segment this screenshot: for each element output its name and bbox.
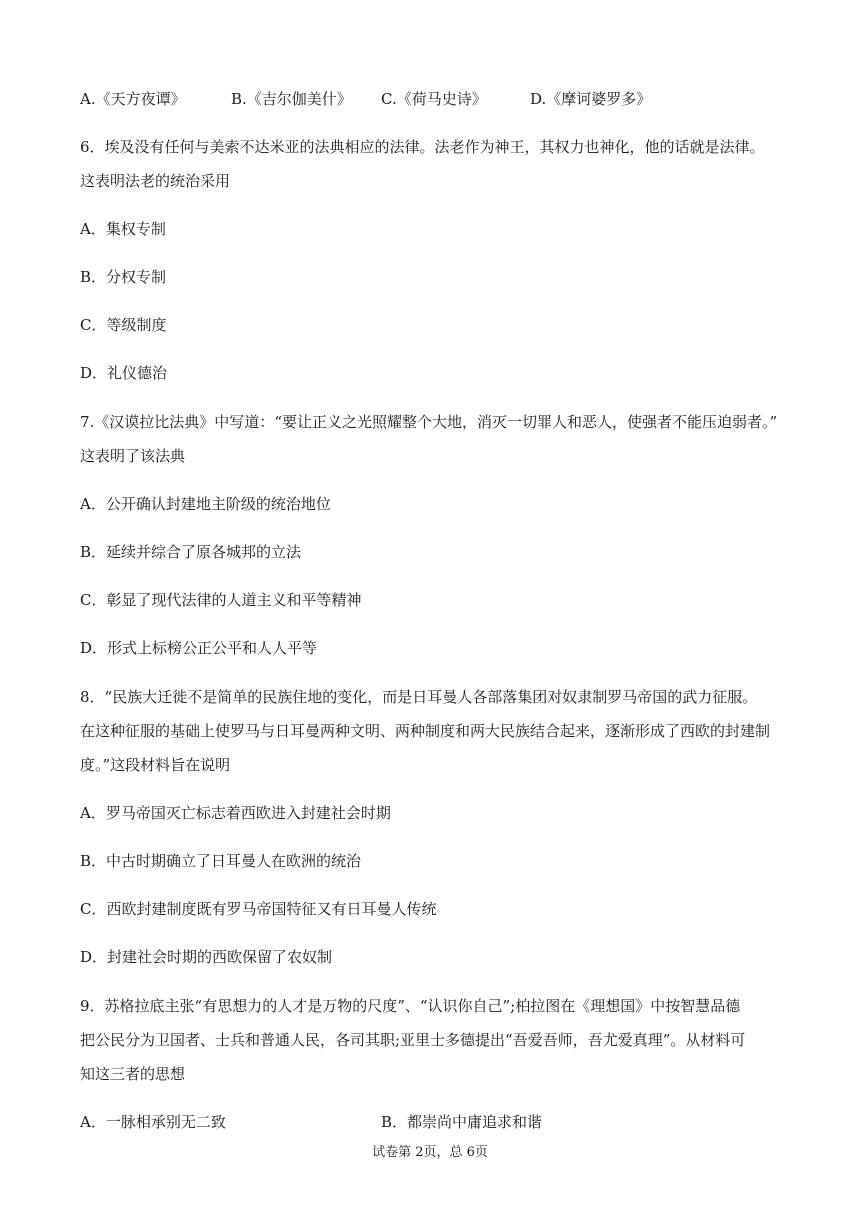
q5-option-a: A.《天方夜谭》	[80, 90, 186, 108]
q7-option-a: A．公开确认封建地主阶级的统治地位	[80, 495, 331, 513]
q5-option-b: B.《吉尔伽美什》	[231, 90, 352, 108]
q9-stem-line-1: 9．苏格拉底主张“有思想力的人才是万物的尺度”、“认识你自己”;柏拉图在《理想国》中按智慧品德	[80, 997, 741, 1015]
q8-stem-line-1: 8．“民族大迁徙不是简单的民族住地的变化，而是日耳曼人各部落集团对奴隶制罗马帝国的武力征服。	[80, 688, 758, 706]
q7-option-c: C．彰显了现代法律的人道主义和平等精神	[80, 591, 362, 609]
q8-option-a: A．罗马帝国灭亡标志着西欧进入封建社会时期	[80, 804, 391, 822]
q6-option-c: C．等级制度	[80, 316, 167, 334]
q6-stem-line-2: 这表明法老的统治采用	[80, 172, 231, 190]
q7-option-b: B．延续并综合了原各城邦的立法	[80, 543, 302, 561]
q6-option-b: B．分权专制	[80, 268, 167, 286]
q8-option-d: D．封建社会时期的西欧保留了农奴制	[80, 948, 333, 966]
q7-option-d: D．形式上标榜公正公平和人人平等	[80, 639, 318, 657]
q8-stem-line-2: 在这种征服的基础上使罗马与日耳曼两种文明、两种制度和两大民族结合起来，逐渐形成了西欧的封建制	[80, 722, 771, 740]
q6-stem-line-1: 6．埃及没有任何与美索不达米亚的法典相应的法律。法老作为神王，其权力也神化，他的话就是法律。	[80, 138, 765, 156]
q6-option-a: A．集权专制	[80, 220, 166, 238]
q7-stem-line-2: 这表明了该法典	[80, 447, 186, 465]
q9-option-b: B．都崇尚中庸追求和谐	[381, 1113, 543, 1131]
q8-stem-line-3: 度。”这段材料旨在说明	[80, 756, 231, 774]
q5-option-c: C.《荷马史诗》	[381, 90, 487, 108]
q5-option-d: D.《摩诃婆罗多》	[530, 90, 652, 108]
q6-option-d: D．礼仪德治	[80, 364, 168, 382]
q8-option-b: B．中古时期确立了日耳曼人在欧洲的统治	[80, 852, 362, 870]
q5-options	[0, 89, 860, 109]
q9-stem-line-2: 把公民分为卫国者、士兵和普通人民，各司其职;亚里士多德提出“吾爱吾师，吾尤爱真理”。从材料可	[80, 1031, 746, 1049]
page-footer: 试卷第 2页，总 6页	[372, 1145, 488, 1160]
q9-option-a: A．一脉相承别无二致	[80, 1113, 226, 1131]
q9-stem-line-3: 知这三者的思想	[80, 1065, 186, 1083]
q8-option-c: C．西欧封建制度既有罗马帝国特征又有日耳曼人传统	[80, 900, 437, 918]
q7-stem-line-1: 7.《汉谟拉比法典》中写道：“要让正义之光照耀整个大地，消灭一切罪人和恶人，使强者不能压迫弱者。”	[80, 413, 778, 431]
q9-options	[0, 1112, 860, 1132]
